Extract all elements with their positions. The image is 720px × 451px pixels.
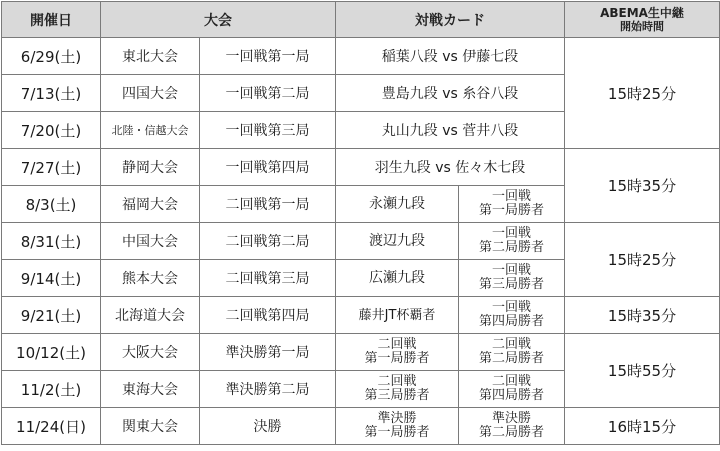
matchup-cell: 羽生九段 vs 佐々木七段 [336, 149, 565, 186]
round-cell: 二回戦第三局 [200, 260, 336, 297]
date-cell: 8/3(土) [2, 186, 101, 223]
player1-cell: 広瀬九段 [336, 260, 459, 297]
player1-cell [336, 408, 459, 445]
round-cell: 準決勝第一局 [200, 334, 336, 371]
player2-cell [459, 408, 565, 445]
header-abema-line2: 開始時間 [620, 19, 664, 33]
player1-cell [336, 371, 459, 408]
event-cell: 四国大会 [101, 75, 200, 112]
player2-cell [459, 297, 565, 334]
player2-line1: 一回戦 [491, 226, 531, 241]
date-cell: 11/24(日) [2, 408, 101, 445]
table-row [2, 223, 720, 260]
round-cell: 一回戦第二局 [200, 75, 336, 112]
date-cell: 10/12(土) [2, 334, 101, 371]
date-cell: 9/14(土) [2, 260, 101, 297]
player2-line2: 第二局勝者 [478, 351, 544, 366]
round-cell: 二回戦第二局 [200, 223, 336, 260]
event-cell: 大阪大会 [101, 334, 200, 371]
start-time-cell: 15時35分 [565, 297, 720, 334]
player2-line2: 第四局勝者 [478, 314, 544, 329]
header-date: 開催日 [2, 2, 101, 38]
player2-line1: 一回戦 [491, 189, 531, 204]
player2-line1: 二回戦 [491, 337, 531, 352]
player2-line1: 一回戦 [491, 300, 531, 315]
table-row [2, 149, 720, 186]
player2-line2: 第二局勝者 [478, 240, 544, 255]
matchup-cell: 豊島九段 vs 糸谷八段 [336, 75, 565, 112]
player1-line2: 第三局勝者 [364, 388, 430, 403]
round-cell: 決勝 [200, 408, 336, 445]
event-cell: 熊本大会 [101, 260, 200, 297]
date-cell: 6/29(土) [2, 38, 101, 75]
matchup-cell: 稲葉八段 vs 伊藤七段 [336, 38, 565, 75]
player2-line2: 第一局勝者 [478, 203, 544, 218]
player1-cell: 永瀬九段 [336, 186, 459, 223]
header-abema [565, 2, 720, 38]
event-cell: 北海道大会 [101, 297, 200, 334]
player1-line2: 第一局勝者 [364, 351, 430, 366]
start-time-cell: 15時35分 [565, 149, 720, 223]
player1-cell: 藤井JT杯覇者 [336, 297, 459, 334]
table-row [2, 334, 720, 371]
table-row [2, 297, 720, 334]
event-cell: 北陸・信越大会 [101, 112, 200, 149]
player1-line2: 第一局勝者 [364, 425, 430, 440]
player2-line1: 準決勝 [491, 411, 531, 426]
round-cell: 一回戦第一局 [200, 38, 336, 75]
date-cell: 9/21(土) [2, 297, 101, 334]
player2-cell [459, 260, 565, 297]
player1-cell [336, 334, 459, 371]
date-cell: 11/2(土) [2, 371, 101, 408]
start-time-cell: 15時25分 [565, 38, 720, 149]
player2-cell [459, 371, 565, 408]
date-cell: 7/20(土) [2, 112, 101, 149]
start-time-cell: 15時55分 [565, 334, 720, 408]
event-cell: 関東大会 [101, 408, 200, 445]
schedule-table [1, 1, 720, 445]
header-card: 対戦カード [336, 2, 565, 38]
header-event: 大会 [101, 2, 336, 38]
date-cell: 8/31(土) [2, 223, 101, 260]
header-abema-line1: ABEMA生中継 [600, 5, 684, 20]
event-cell: 中国大会 [101, 223, 200, 260]
start-time-cell: 16時15分 [565, 408, 720, 445]
player2-cell [459, 223, 565, 260]
round-cell: 二回戦第一局 [200, 186, 336, 223]
player2-cell [459, 334, 565, 371]
table-row [2, 408, 720, 445]
date-cell: 7/13(土) [2, 75, 101, 112]
event-cell: 静岡大会 [101, 149, 200, 186]
player2-line1: 一回戦 [491, 263, 531, 278]
player1-line1: 準決勝 [377, 411, 417, 426]
matchup-cell: 丸山九段 vs 菅井八段 [336, 112, 565, 149]
event-cell: 東北大会 [101, 38, 200, 75]
round-cell: 準決勝第二局 [200, 371, 336, 408]
player1-line1: 二回戦 [377, 337, 417, 352]
table-row [2, 38, 720, 75]
player1-cell: 渡辺九段 [336, 223, 459, 260]
start-time-cell: 15時25分 [565, 223, 720, 297]
date-cell: 7/27(土) [2, 149, 101, 186]
player2-line2: 第四局勝者 [478, 388, 544, 403]
round-cell: 一回戦第三局 [200, 112, 336, 149]
player1-line1: 二回戦 [377, 374, 417, 389]
round-cell: 一回戦第四局 [200, 149, 336, 186]
round-cell: 二回戦第四局 [200, 297, 336, 334]
player2-cell [459, 186, 565, 223]
header-row [2, 2, 720, 38]
player2-line2: 第三局勝者 [478, 277, 544, 292]
event-cell: 福岡大会 [101, 186, 200, 223]
player2-line1: 二回戦 [491, 374, 531, 389]
event-cell: 東海大会 [101, 371, 200, 408]
player2-line2: 第二局勝者 [478, 425, 544, 440]
